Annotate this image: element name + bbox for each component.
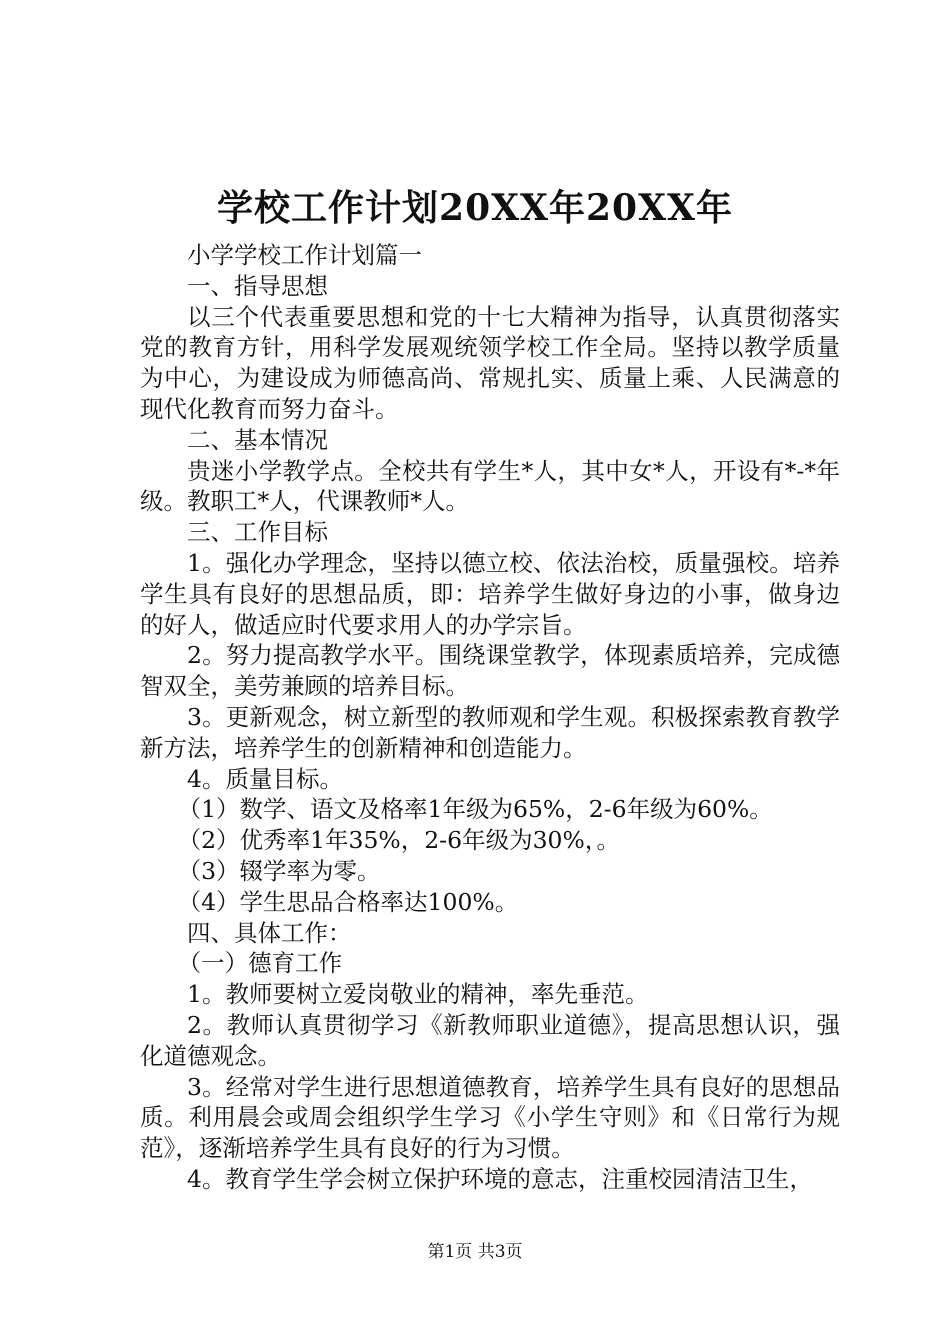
body-paragraph: 贵迷小学教学点。全校共有学生*人，其中女*人，开设有*-*年级。教职工*人，代课教师*人。 — [140, 456, 840, 516]
body-paragraph: 1。强化办学理念，坚持以德立校、依法治校，质量强校。培养学生具有良好的思想品质，即：培养学生做好身边的小事，做身边的好人，做适应时代要求用人的办学宗旨。 — [140, 548, 840, 639]
list-item: （2）优秀率1年35%，2-6年级为30%，。 — [177, 826, 621, 855]
body-paragraph: 3。经常对学生进行思想道德教育，培养学生具有良好的思想品质。利用晨会或周会组织学生学习《小学生守则》和《日常行为规范》，逐渐培养学生具有良好的行为习惯。 — [140, 1072, 840, 1163]
body-paragraph: 3。更新观念，树立新型的教师观和学生观。积极探索教育教学新方法，培养学生的创新精神和创造能力。 — [140, 702, 840, 762]
document-title: 学校工作计划20XX年20XX年 — [217, 187, 733, 229]
section-heading: 三、工作目标 — [187, 518, 328, 547]
body-paragraph: 4。质量目标。 — [187, 764, 343, 793]
body-paragraph: 以三个代表重要思想和党的十七大精神为指导，认真贯彻落实党的教育方针，用科学发展观统领学校工作全局。坚持以教学质量为中心，为建设成为师德高尚、常规扎实、质量上乘、人民满意的现代化教育而努力奋斗。 — [140, 302, 840, 423]
body-paragraph: 2。努力提高教学水平。围绕课堂教学，体现素质培养，完成德智双全，美劳兼顾的培养目标。 — [140, 641, 840, 701]
subsection-heading: （一）德育工作 — [177, 949, 343, 978]
list-item: （1）数学、语文及格率1年级为65%，2-6年级为60%。 — [177, 795, 773, 824]
body-paragraph: 1。教师要树立爱岗敬业的精神，率先垂范。 — [187, 980, 649, 1009]
document-body — [140, 240, 840, 1195]
list-item: （3）辍学率为零。 — [177, 856, 381, 885]
section-heading: 小学学校工作计划篇一 — [187, 241, 422, 269]
section-heading: 四、具体工作： — [187, 918, 352, 947]
list-item: （4）学生思品合格率达100%。 — [177, 887, 519, 916]
section-heading: 二、基本情况 — [187, 425, 328, 454]
body-paragraph: 4。教育学生学会树立保护环境的意志，注重校园清洁卫生， — [187, 1164, 813, 1193]
body-paragraph: 2。教师认真贯彻学习《新教师职业道德》，提高思想认识，强化道德观念。 — [140, 1010, 840, 1070]
page-footer: 第1页 共3页 — [427, 1242, 523, 1262]
section-heading: 一、指导思想 — [187, 271, 328, 300]
